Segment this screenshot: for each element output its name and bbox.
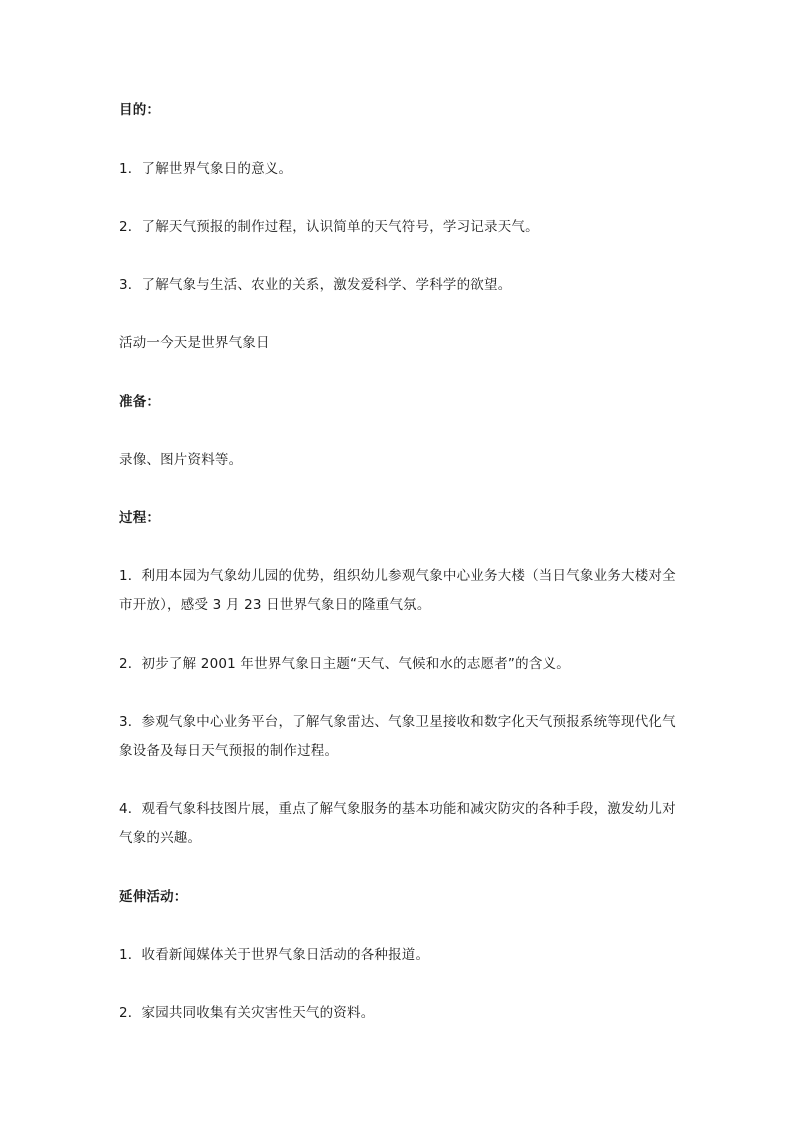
process-heading: 过程： [119, 510, 161, 526]
purpose-item-2: 2．了解天气预报的制作过程，认识简单的天气符号，学习记录天气。 [119, 219, 539, 235]
prep-text: 录像、图片资料等。 [119, 452, 243, 468]
purpose-item-1: 1．了解世界气象日的意义。 [119, 161, 293, 177]
process-item-2: 2．初步了解 2001 年世界气象日主题“天气、气候和水的志愿者”的含义。 [119, 656, 570, 672]
activity-title: 活动一今天是世界气象日 [119, 335, 270, 351]
process-item-4: 4．观看气象科技图片展，重点了解气象服务的基本功能和减灾防灾的各种手段，激发幼儿对气象的兴趣。 [119, 801, 676, 846]
extension-item-2: 2．家园共同收集有关灾害性天气的资料。 [119, 1005, 375, 1021]
process-item-1: 1．利用本园为气象幼儿园的优势，组织幼儿参观气象中心业务大楼（当日气象业务大楼对全市开放），感受 3 月 23 日世界气象日的隆重气氛。 [119, 568, 676, 613]
extension-item-1: 1．收看新闻媒体关于世界气象日活动的各种报道。 [119, 947, 430, 963]
prep-heading: 准备： [119, 394, 161, 410]
purpose-heading: 目的： [119, 102, 161, 118]
extension-heading: 延伸活动： [119, 889, 188, 905]
purpose-item-3: 3．了解气象与生活、农业的关系，激发爱科学、学科学的欲望。 [119, 277, 512, 293]
process-item-3: 3．参观气象中心业务平台，了解气象雷达、气象卫星接收和数字化天气预报系统等现代化气象设备及每日天气预报的制作过程。 [119, 714, 676, 759]
